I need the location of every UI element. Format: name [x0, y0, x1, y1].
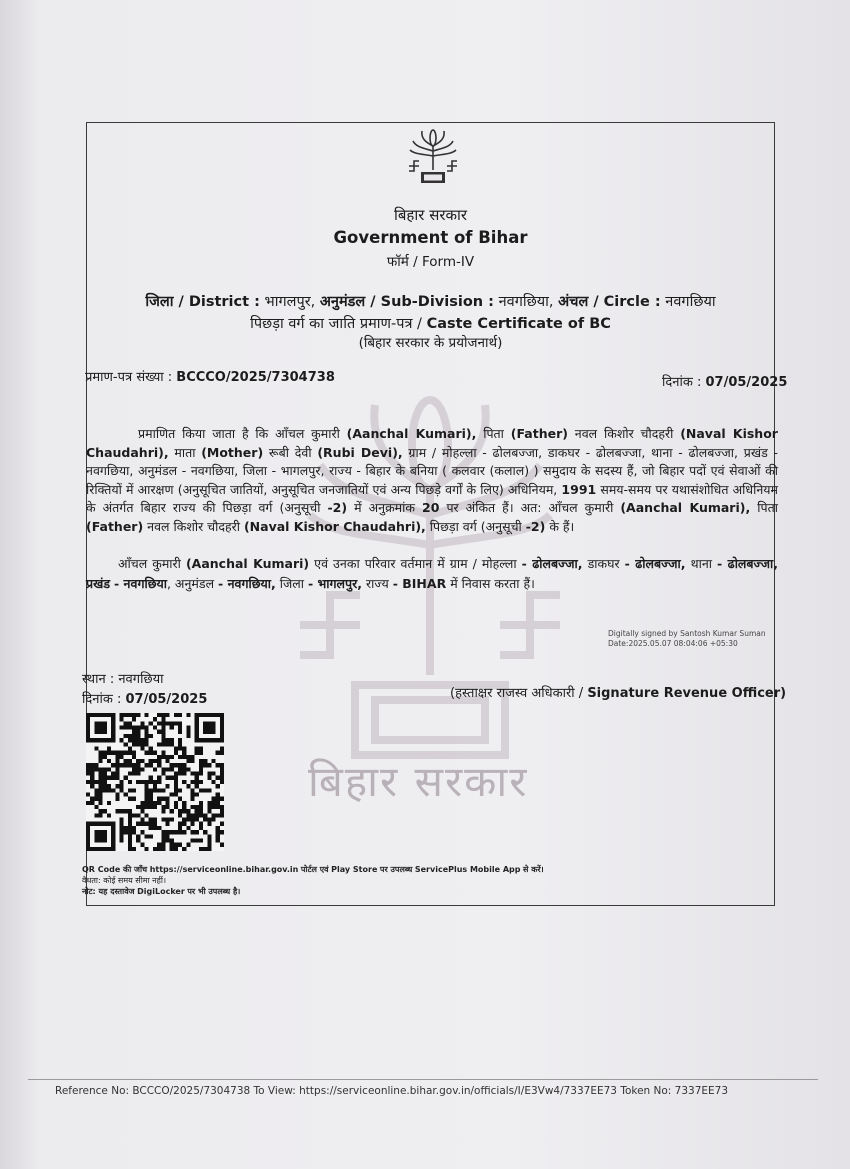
p1-schedule: -2): [327, 500, 348, 515]
p1-text-h: में अनुक्रमांक: [354, 500, 415, 515]
qr-note-c: पर उपलब्ध: [379, 865, 413, 874]
govt-title-english: Government of Bihar: [333, 228, 528, 247]
issue-date-label: दिनांक :: [82, 692, 122, 707]
footer-divider: [28, 1079, 818, 1080]
issue-place-value: नवगछिया: [118, 672, 164, 687]
p1-father-name-2: (Naval Kishor Chaudahri),: [243, 518, 426, 534]
p1-name-2: (Aanchal Kumari),: [620, 500, 751, 515]
p2-police-station: - ढोलबज्जा: [717, 556, 774, 571]
issue-date-value: 07/05/2025: [125, 692, 208, 707]
bihar-emblem-icon: [405, 128, 461, 186]
p1-text-g: समय-समय पर यथासंशोधित अधिनियम के अंतर्गत बिहार राज्य की पिछड़ा वर्ग (अनुसूची: [86, 481, 778, 515]
certificate-title-english: Caste Certificate of BC: [426, 316, 611, 332]
circle-value: नवगछिया: [665, 294, 716, 310]
p1-text-j: पिता: [757, 500, 778, 515]
p1-father-label-2: (Father): [86, 518, 144, 534]
p1-mother-name: (Rubi Devi),: [317, 444, 403, 460]
p1-year: 1991: [561, 481, 597, 497]
qr-note-store: Play Store: [331, 865, 378, 874]
p1-father-name: (Naval Kishor Chaudahri),: [86, 426, 778, 460]
p2-text-e: , प्रखंड: [86, 556, 778, 591]
p2-subdivision: - नवगछिया,: [218, 576, 276, 591]
digilocker-note: [82, 886, 240, 897]
p1-schedule-2: -2): [525, 518, 546, 534]
digilocker-note-b: DigiLocker: [137, 887, 185, 896]
p2-state: - BIHAR: [392, 576, 447, 591]
certificate-title-hindi: पिछड़ा वर्ग का जाति प्रमाण-पत्र /: [250, 316, 422, 332]
location-line: [86, 291, 775, 311]
p2-text-c: डाकघर: [587, 556, 620, 571]
p1-mother-label: (Mother): [201, 444, 264, 460]
p2-text-g: जिला: [279, 576, 304, 591]
issue-place-label: स्थान :: [82, 672, 115, 687]
certificate-purpose: (बिहार सरकार के प्रयोजनार्थ): [358, 335, 503, 351]
district-label: जिला / District :: [145, 294, 260, 310]
p1-text-k: नवल किशोर चौदहरी: [147, 518, 240, 534]
p1-text-e: रूबी देवी: [268, 444, 312, 460]
p1-text-c: नवल किशोर चौदहरी: [574, 426, 674, 441]
residence-paragraph: [86, 554, 778, 594]
p1-text-i: पर अंकित हैं। अत: आँचल कुमारी: [446, 500, 614, 515]
issue-place: [82, 669, 164, 687]
circle-label: अंचल / Circle :: [558, 294, 661, 310]
p2-post-office: - ढोलबज्जा,: [624, 556, 686, 571]
p2-text-f: , अनुमंडल: [166, 576, 215, 591]
p2-text-h: राज्य: [365, 576, 389, 591]
p2-text-b: एवं उनका परिवार वर्तमान में ग्राम / मोहल्ला: [314, 556, 517, 571]
district-value: भागलपुर,: [264, 294, 316, 310]
signature-hindi: (हस्ताक्षर राजस्व अधिकारी /: [450, 686, 584, 701]
certificate-number: [85, 367, 335, 385]
footer-reference: Reference No: BCCCO/2025/7304738 To View: https://serviceonline.bihar.gov.in/officials/I/E3Vw4/7337EE73 Token No: 7337EE73: [55, 1085, 729, 1097]
p1-text-m: के हैं।: [549, 518, 575, 534]
subdivision-value: नवगछिया,: [498, 294, 554, 310]
digital-signature-line-1: Digitally signed by Santosh Kumar Suman: [608, 629, 766, 638]
form-number: फॉर्म / Form-IV: [386, 254, 475, 270]
digilocker-note-c: पर भी उपलब्ध है।: [187, 887, 241, 896]
certificate-date-value: 07/05/2025: [705, 375, 788, 390]
qr-code-icon[interactable]: [86, 713, 224, 851]
govt-title-hindi: बिहार सरकार: [393, 206, 468, 224]
qr-note-app: ServicePlus Mobile App: [414, 865, 521, 874]
p2-text-i: में निवास करता हैं।: [450, 576, 535, 591]
p2-name: (Aanchal Kumari): [185, 556, 310, 571]
p1-serial: 20: [422, 500, 440, 515]
p2-text-d: थाना: [690, 556, 712, 571]
p2-block: - नवगछिया: [114, 576, 167, 591]
certificate-title: [86, 313, 775, 333]
qr-note-d: से करें।: [523, 865, 544, 874]
digital-signature: [608, 629, 766, 649]
certificate-date: [662, 372, 787, 390]
p2-text-a: आँचल कुमारी: [118, 556, 181, 571]
signature-caption: [450, 683, 786, 701]
certificate-number-label: प्रमाण-पत्र संख्या :: [85, 370, 173, 385]
p1-text-b: पिता: [483, 426, 504, 441]
p2-village: - ढोलबज्जा,: [521, 556, 583, 571]
p1-text-d: माता: [174, 444, 196, 460]
watermark-text: बिहार सरकार: [308, 757, 529, 806]
certification-paragraph: [86, 425, 778, 536]
validity-note: वैधता: कोई समय सीमा नहीं।: [82, 876, 166, 885]
qr-note-a: QR Code की जाँच: [82, 865, 148, 874]
p1-text-f: ग्राम / मोहल्ला - ढोलबज्जा, डाकघर - ढोलबज्जा, थाना - ढोलबज्जा, प्रखंड - नवगछिया, अनुमंडल - नवगछिया, जिला - भागलपुर, राज्य - बिहार के बनिया ( कलवार (कलाल) ) समुदाय के सदस्य हैं, जो बिहार पदों एवं सेवाओं की रिक्तियों में आरक्षण (अनुसूचित जातियों, अनुसूचित जनजातियों एवं अन्य पिछड़े वर्गों के लिए) अधिनियम,: [86, 444, 779, 497]
qr-note-b: पोर्टल एवं: [300, 865, 329, 874]
p1-father-label: (Father): [510, 426, 568, 441]
certificate-date-label: दिनांक :: [662, 375, 702, 390]
qr-note-url: https://serviceonline.bihar.gov.in: [149, 865, 299, 874]
certificate-number-value: BCCCO/2025/7304738: [176, 370, 335, 385]
p1-name: (Aanchal Kumari),: [346, 426, 477, 441]
p1-text-a: प्रमाणित किया जाता है कि आँचल कुमारी: [138, 426, 340, 441]
digital-signature-line-2: Date:2025.05.07 08:04:06 +05:30: [608, 639, 738, 648]
p1-text-l: पिछड़ा वर्ग (अनुसूची: [429, 518, 522, 534]
digilocker-note-a: नोट: यह दस्तावेज: [82, 887, 135, 896]
qr-verification-note: [82, 864, 544, 875]
p2-district: - भागलपुर,: [307, 576, 362, 591]
subdivision-label: अनुमंडल / Sub-Division :: [319, 294, 494, 310]
signature-english: Signature Revenue Officer): [587, 686, 787, 701]
issue-date: [82, 689, 207, 707]
